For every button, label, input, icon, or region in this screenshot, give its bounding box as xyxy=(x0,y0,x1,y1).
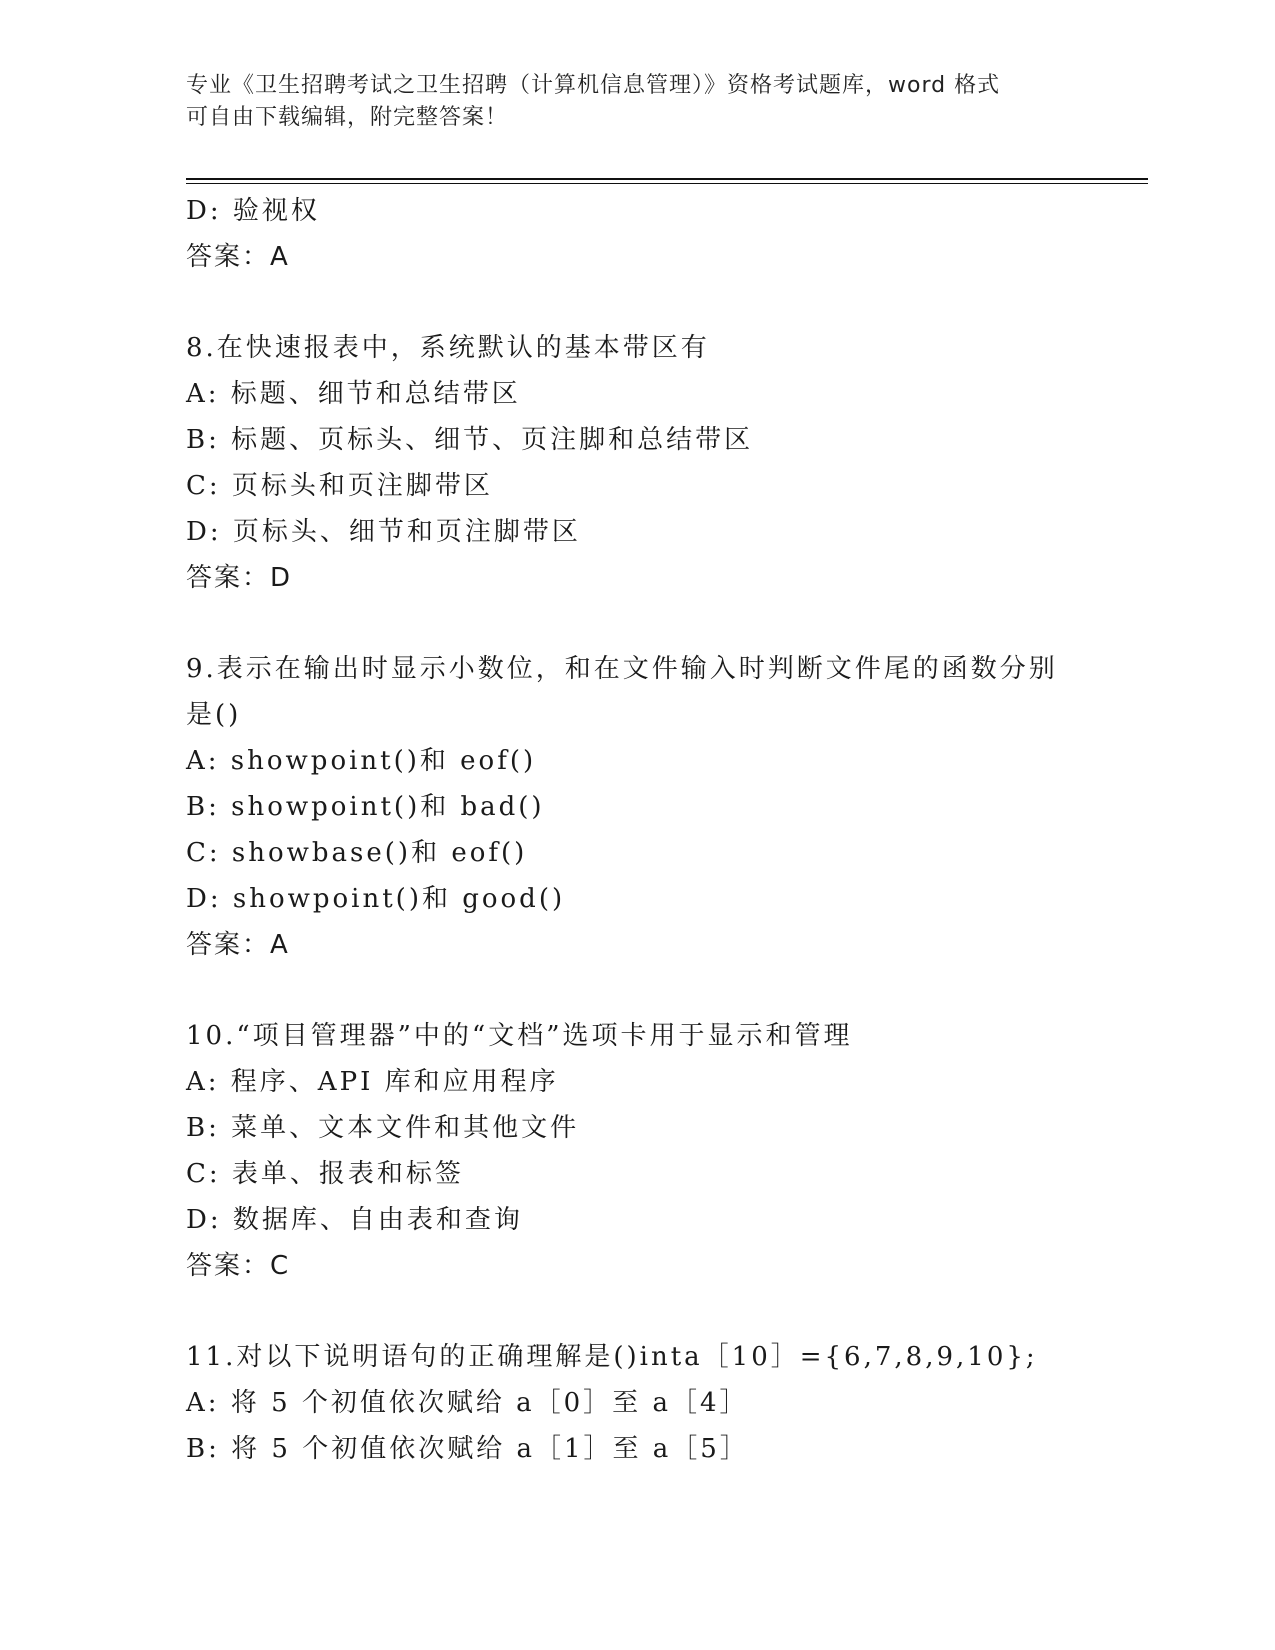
header-line-2: 可自由下载编辑，附完整答案！ xyxy=(186,105,509,130)
option-d: D: showpoint()和 good() xyxy=(186,884,566,914)
answer-line: 答案：C xyxy=(186,1251,291,1281)
option-b: B: 标题、页标头、细节、页注脚和总结带区 xyxy=(186,425,754,455)
option-d: D: 页标头、细节和页注脚带区 xyxy=(186,517,581,547)
option-c: C: 表单、报表和标签 xyxy=(186,1159,464,1189)
option-d: D: 验视权 xyxy=(186,196,320,226)
option-a: A: showpoint()和 eof() xyxy=(186,746,537,776)
question-text: 10.“项目管理器”中的“文档”选项卡用于显示和管理 xyxy=(186,1021,853,1051)
question-block-10 xyxy=(186,1013,1146,1289)
question-list xyxy=(186,188,1146,1472)
header-line-1: 专业《卫生招聘考试之卫生招聘（计算机信息管理）》资格考试题库，word 格式 xyxy=(186,73,1001,98)
header-rule-thin xyxy=(186,183,1148,184)
question-block-11 xyxy=(186,1334,1146,1472)
option-d: D: 数据库、自由表和查询 xyxy=(186,1205,523,1235)
document-header xyxy=(186,70,1086,134)
option-b: B: 将 5 个初值依次赋给 a［1］至 a［5］ xyxy=(186,1434,749,1464)
option-b: B: 菜单、文本文件和其他文件 xyxy=(186,1113,580,1143)
question-text: 11.对以下说明语句的正确理解是()inta［10］={6,7,8,9,10}; xyxy=(186,1342,1038,1372)
answer-line: 答案：A xyxy=(186,242,290,272)
header-rule-thick xyxy=(186,178,1148,180)
option-a: A: 标题、细节和总结带区 xyxy=(186,379,521,409)
option-c: C: showbase()和 eof() xyxy=(186,838,528,868)
question-text-line-2: 是() xyxy=(186,700,242,730)
question-text-line-1: 9.表示在输出时显示小数位，和在文件输入时判断文件尾的函数分别 xyxy=(186,654,1058,684)
option-c: C: 页标头和页注脚带区 xyxy=(186,471,493,501)
option-a: A: 程序、API 库和应用程序 xyxy=(186,1067,559,1097)
question-block-9 xyxy=(186,646,1146,968)
option-a: A: 将 5 个初值依次赋给 a［0］至 a［4］ xyxy=(186,1388,749,1418)
question-text: 8.在快速报表中，系统默认的基本带区有 xyxy=(186,333,710,363)
answer-line: 答案：A xyxy=(186,930,290,960)
option-b: B: showpoint()和 bad() xyxy=(186,792,545,822)
answer-line: 答案：D xyxy=(186,563,293,593)
question-block-8 xyxy=(186,325,1146,601)
